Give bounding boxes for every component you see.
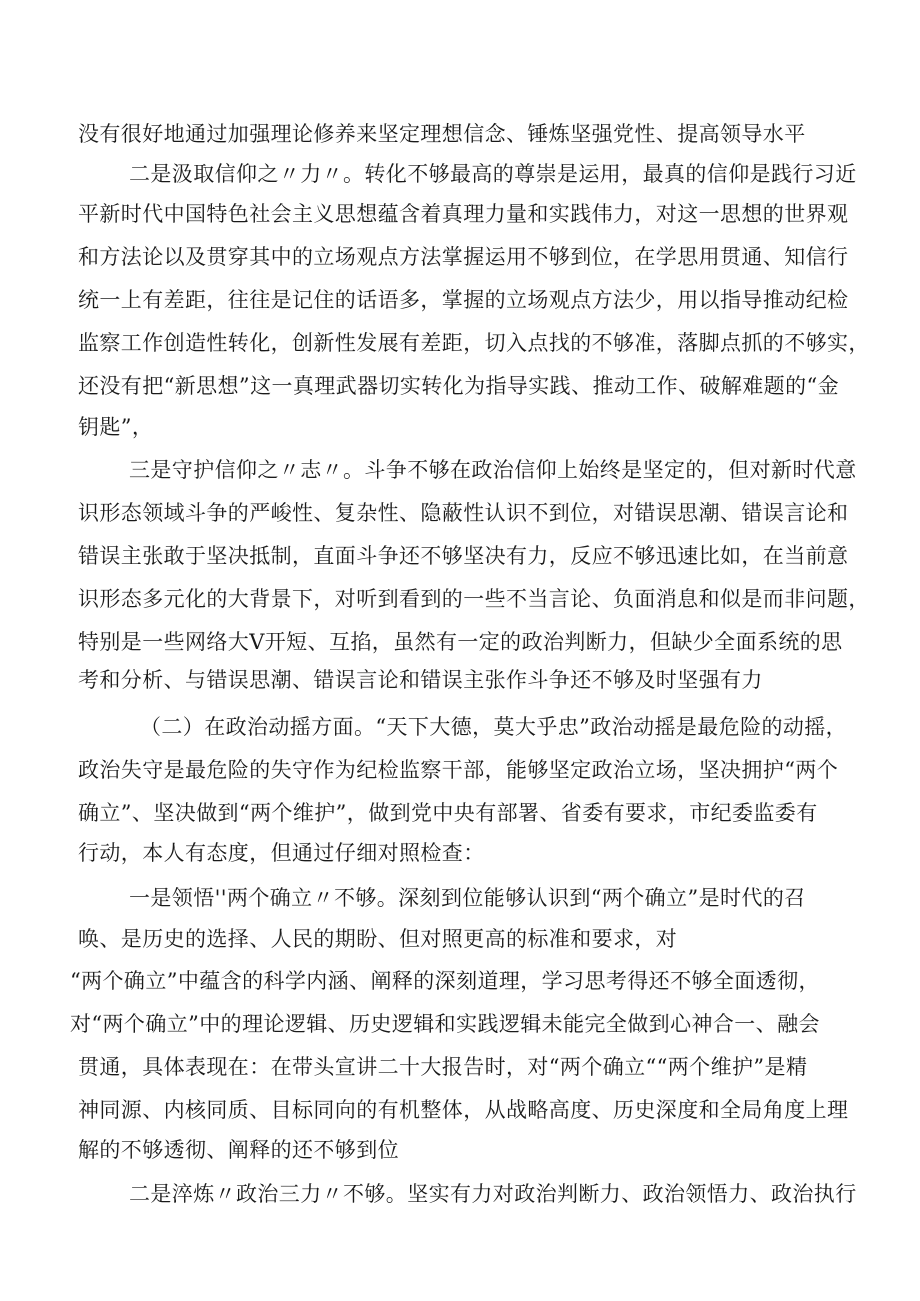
text-line-2: 二是汲取信仰之〃力〃。转化不够最高的尊崇是运用，最真的信仰是践行习近 bbox=[129, 162, 857, 186]
text-line-8: 钥匙”， bbox=[78, 415, 154, 439]
text-line-4: 和方法论以及贯穿其中的立场观点方法掌握运用不够到位，在学思用贯通、知信行 bbox=[78, 245, 849, 269]
text-line-7: 还没有把“新思想”这一真理武器切实转化为指导实践、推动工作、破解难题的“金 bbox=[78, 374, 840, 398]
text-line-16: 政治失守是最危险的失守作为纪检监察干部，能够坚定政治立场，坚决拥护“两个 bbox=[78, 758, 839, 782]
text-line-19: 一是领悟''两个确立〃不够。深刻到位能够认识到“两个确立”是时代的召 bbox=[129, 886, 806, 910]
text-line-15: （二）在政治动摇方面。“天下大德，莫大乎忠”政治动摇是最危险的动摇， bbox=[140, 715, 848, 739]
text-line-3: 平新时代中国特色社会主义思想蕴含着真理力量和实践伟力，对这一思想的世界观 bbox=[78, 202, 849, 226]
text-line-22: 对“两个确立”中的理论逻辑、历史逻辑和实践逻辑未能完全做到心神合一、融会 bbox=[70, 1012, 820, 1036]
text-line-18: 行动，本人有态度，但通过仔细对照检查： bbox=[78, 841, 485, 865]
text-line-21: “两个确立”中蕴含的科学内涵、阐释的深刻道理，学习思考得还不够全面透彻， bbox=[70, 969, 820, 993]
text-line-20: 唤、是历史的选择、人民的期盼、但对照更高的标准和要求，对 bbox=[78, 927, 678, 951]
text-line-10: 识形态领域斗争的严峻性、复杂性、隐蔽性认识不到位，对错误思潮、错误言论和 bbox=[78, 501, 849, 525]
text-line-17: 确立”、坚决做到“两个维护”，做到党中央有部署、省委有要求，市纪委监委有 bbox=[78, 801, 818, 825]
text-line-24: 神同源、内核同质、目标同向的有机整体，从战略高度、历史深度和全局角度上理 bbox=[78, 1098, 849, 1122]
text-line-14: 考和分析、与错误思潮、错误言论和错误主张作斗争还不够及时坚强有力 bbox=[78, 668, 763, 692]
text-line-12: 识形态多元化的大背景下，对听到看到的一些不当言论、负面消息和似是而非问题， bbox=[78, 587, 870, 611]
text-line-25: 解的不够透彻、阐释的还不够到位 bbox=[78, 1138, 399, 1162]
text-line-6: 监察工作创造性转化，创新性发展有差距，切入点找的不够准，落脚点抓的不够实， bbox=[78, 331, 870, 355]
text-line-13: 特别是一些网络大V开短、互掐，虽然有一定的政治判断力，但缺少全面系统的思 bbox=[78, 630, 843, 654]
text-line-9: 三是守护信仰之〃志〃。斗争不够在政治信仰上始终是坚定的，但对新时代意 bbox=[129, 458, 857, 482]
text-line-23: 贯通，具体表现在：在带头宣讲二十大报告时，对“两个确立““两个维护”是精 bbox=[78, 1055, 808, 1079]
text-line-26: 二是淬炼〃政治三力〃不够。坚实有力对政治判断力、政治领悟力、政治执行 bbox=[129, 1182, 857, 1206]
text-line-1: 没有很好地通过加强理论修养来坚定理想信念、锤炼坚强党性、提高领导水平 bbox=[78, 122, 806, 146]
text-line-11: 错误主张敢于坚决抵制，直面斗争还不够坚决有力，反应不够迅速比如，在当前意 bbox=[78, 544, 849, 568]
text-line-5: 统一上有差距，往往是记住的话语多，掌握的立场观点方法少，用以指导推动纪检 bbox=[78, 288, 849, 312]
